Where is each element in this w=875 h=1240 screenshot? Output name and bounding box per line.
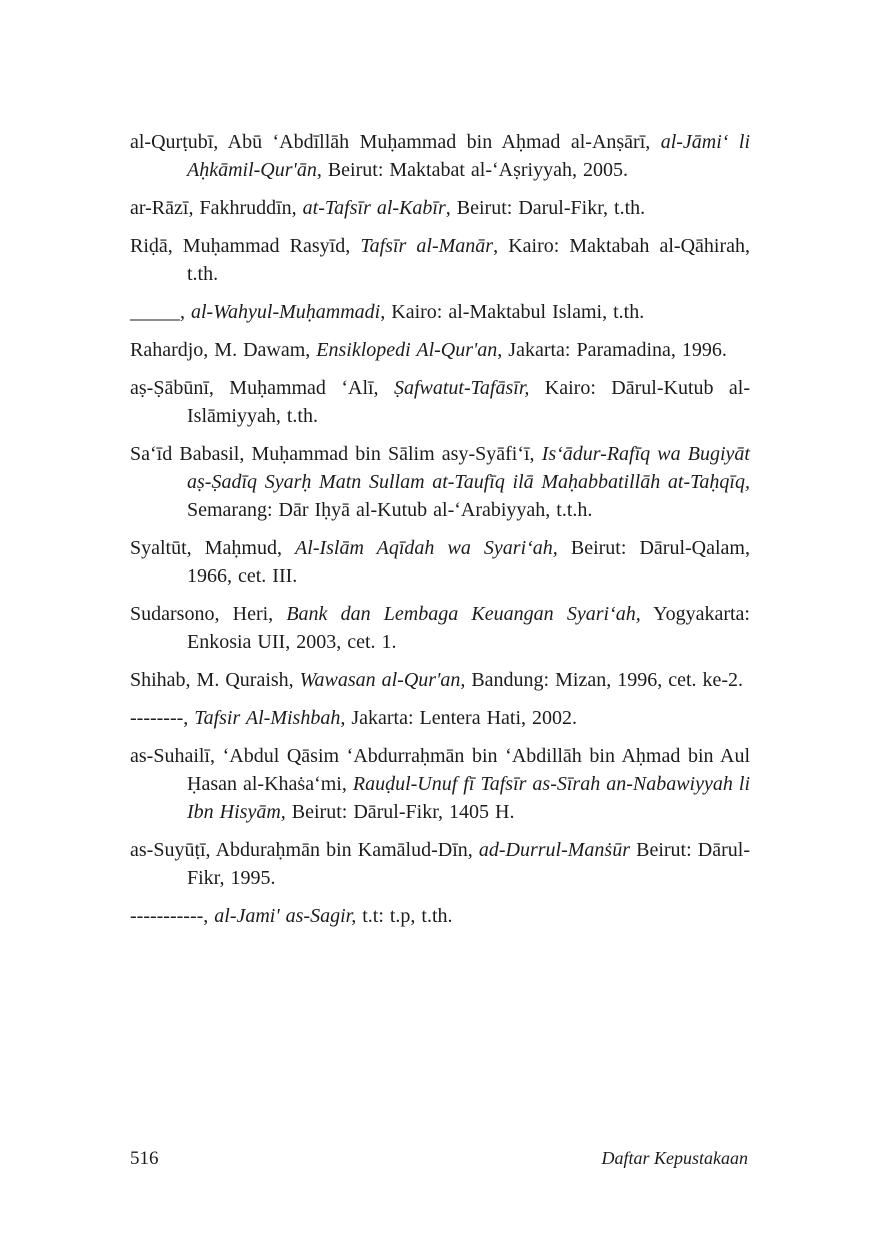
entry-text: , Kairo: al-Maktabul Islami, t.th. [380, 301, 645, 323]
entry-text: Beirut: Dārul-Fikr, 1405 H. [285, 801, 515, 823]
page-number: 516 [130, 1148, 159, 1169]
entry-text: -----------, [130, 905, 215, 927]
entry-text: al-Qurṭubī, Abū ʻAbdīllāh Muḥammad bin Aḥmad al-Anṣārī, [130, 131, 661, 153]
bibliography-entry [130, 836, 750, 892]
footer-section-title: Daftar Kepustakaan [601, 1148, 748, 1168]
entry-text: Beirut: Dārul-Fikr, 1995. [187, 839, 750, 889]
entry-text: , Beirut: Maktabat al-ʻAṣriyyah, 2005. [316, 159, 628, 181]
entry-text: t.t: t.p, t.th. [356, 905, 453, 927]
bibliography-entry [130, 534, 750, 590]
entry-text: Riḍā, Muḥammad Rasyīd, [130, 235, 361, 257]
entry-text: Yogyakarta: Enkosia UII, 2003, cet. 1. [187, 603, 750, 653]
entry-title-italic: ad-Durrul-Manṡūr [478, 839, 630, 861]
entry-text: as-Suhailī, ʻAbdul Qāsim ʻAbdurraḥmān bin ʻAbdillāh bin Aḥmad bin Aul Ḥasan al-Khaṡaʻmi, [130, 745, 750, 795]
entry-text: Beirut: Dārul-Qalam, 1966, cet. III. [187, 537, 750, 587]
entry-text: Syaltūt, Maḥmud, [130, 537, 296, 559]
entry-text: Semarang: Dār Iḥyā al-Kutub al-ʻArabiyyah, t.t.h. [187, 499, 593, 521]
entry-title-italic: Tafsir Al-Mishbah, [194, 707, 346, 729]
entry-text: Bandung: Mizan, 1996, cet. ke-2. [465, 669, 744, 691]
entry-title-italic: Isʻādur-Rafīq wa Bugiyāt aṣ-Ṣadīq Syarḥ Matn Sullam at-Taufīq ilā Maḥabbatillāh at-Taḥqīq, [187, 443, 750, 493]
entry-title-italic: Tafsīr al-Manār [360, 235, 494, 257]
bibliography-entry [130, 374, 750, 430]
entry-title-italic: Wawasan al-Qur'an, [299, 669, 466, 691]
entry-text: _____, [130, 301, 191, 323]
entry-title-italic: Bank dan Lembaga Keuangan Syariʻah, [286, 603, 641, 625]
entry-text: Saʻīd Babasil, Muḥammad bin Sālim asy-Syāfiʻī, [130, 443, 542, 465]
entry-title-italic: at-Tafsīr al-Kabīr [302, 197, 446, 219]
bibliography-entry [130, 298, 750, 326]
entry-text: ar-Rāzī, Fakhruddīn, [130, 197, 303, 219]
entry-text: Rahardjo, M. Dawam, [130, 339, 317, 361]
entry-title-italic: Ṣafwatut-Tafāsīr, [393, 377, 530, 399]
entry-text: , Kairo: Maktabah al-Qāhirah, t.th. [187, 235, 750, 285]
entry-text: , Jakarta: Paramadina, 1996. [497, 339, 727, 361]
bibliography-entry [130, 440, 750, 524]
bibliography-entry [130, 194, 750, 222]
entry-text: as-Suyūṭī, Abduraḥmān bin Kamālud-Dīn, [130, 839, 479, 861]
bibliography-entry [130, 742, 750, 826]
entry-title-italic: Rauḍul-Unuf fī Tafsīr as-Sīrah an-Nabawiyyah li Ibn Hisyām, [187, 773, 750, 823]
bibliography-entry [130, 704, 750, 732]
entry-text: Kairo: Dārul-Kutub al-Islāmiyyah, t.th. [187, 377, 750, 427]
bibliography-entry [130, 336, 750, 364]
entry-text: aṣ-Ṣābūnī, Muḥammad ʻAlī, [130, 377, 394, 399]
entry-text: --------, [130, 707, 195, 729]
page-footer [130, 1148, 748, 1170]
bibliography-list [130, 128, 750, 940]
entry-title-italic: al-Jami' as-Sagir, [214, 905, 357, 927]
bibliography-entry [130, 600, 750, 656]
bibliography-entry [130, 128, 750, 184]
bibliography-entry [130, 666, 750, 694]
bibliography-entry [130, 232, 750, 288]
entry-text: Jakarta: Lentera Hati, 2002. [345, 707, 578, 729]
entry-text: Shihab, M. Quraish, [130, 669, 300, 691]
entry-text: , Beirut: Darul-Fikr, t.th. [445, 197, 646, 219]
entry-title-italic: al-Wahyul-Muḥammadi [191, 301, 381, 323]
bibliography-entry [130, 902, 750, 930]
entry-title-italic: Al-Islām Aqīdah wa Syariʻah, [295, 537, 558, 559]
entry-text: Sudarsono, Heri, [130, 603, 287, 625]
entry-title-italic: al-Jāmiʻ li Aḥkāmil-Qur'ān [187, 131, 750, 181]
entry-title-italic: Ensiklopedi Al-Qur'an [316, 339, 498, 361]
